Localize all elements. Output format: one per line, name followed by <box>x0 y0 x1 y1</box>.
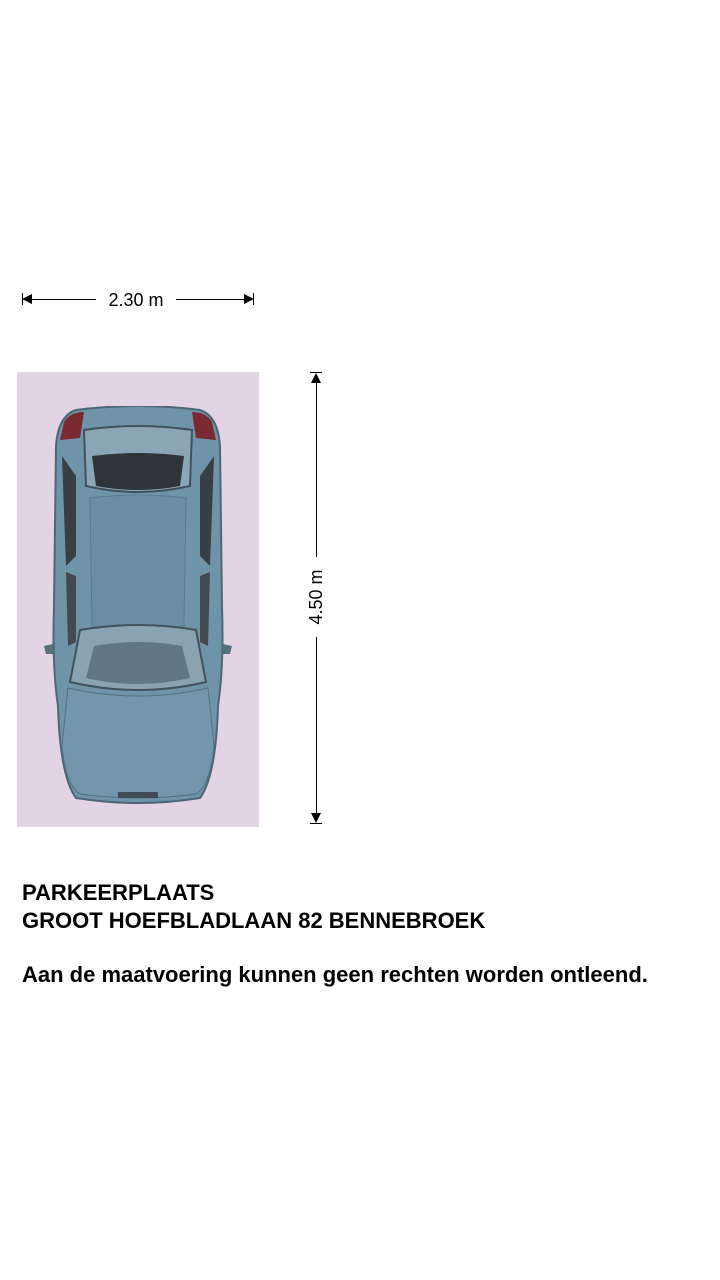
length-dimension-end-tick <box>310 823 322 824</box>
length-dimension-label: 4.50 m <box>305 557 327 637</box>
length-dimension-bottom-arrow <box>311 813 321 823</box>
plan-title: PARKEERPLAATS <box>22 880 215 905</box>
disclaimer-text: Aan de maatvoering kunnen geen rechten worden ontleend. <box>22 962 648 987</box>
width-dimension-end-tick <box>253 293 254 305</box>
width-dimension-label: 2.30 m <box>96 288 176 312</box>
car-top-view-icon <box>40 406 236 806</box>
plan-address: GROOT HOEFBLADLAAN 82 BENNEBROEK <box>22 908 486 933</box>
